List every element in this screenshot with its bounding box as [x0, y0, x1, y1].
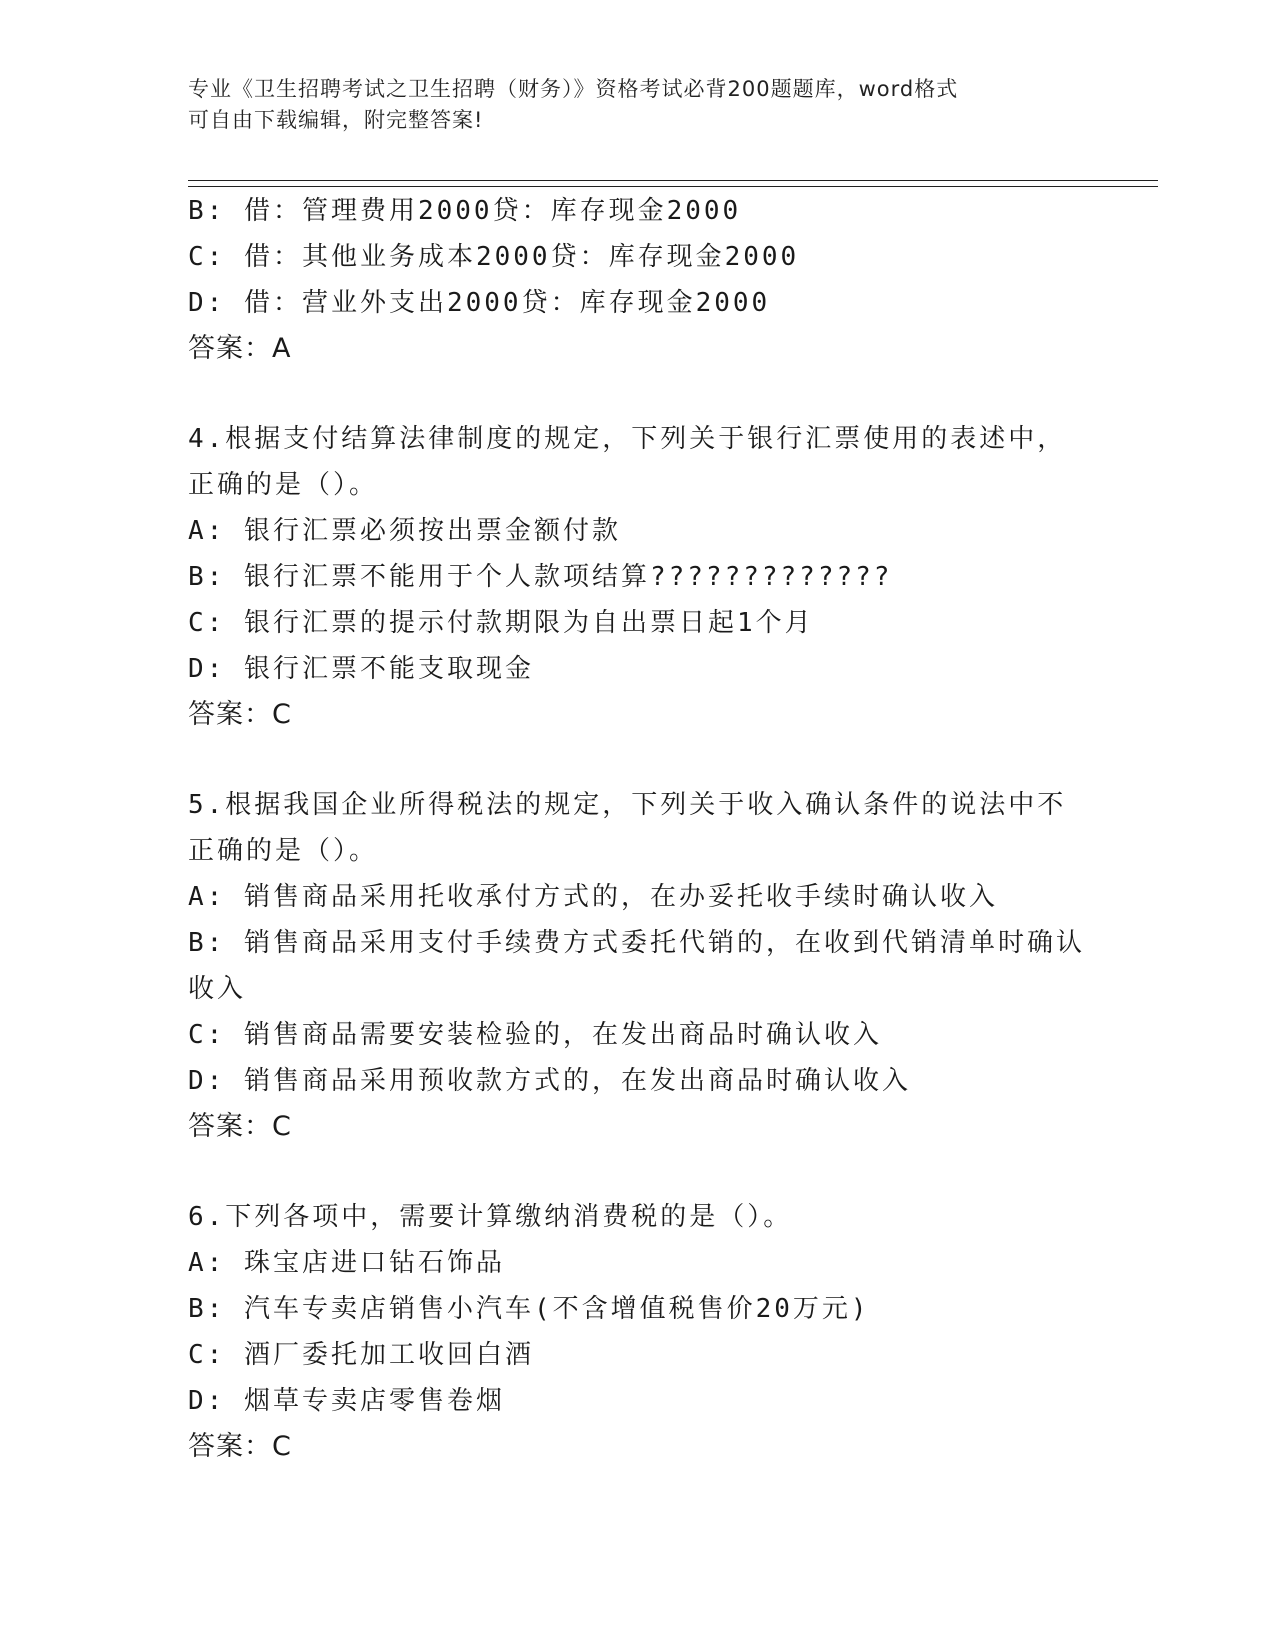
header-line-1: 专业《卫生招聘考试之卫生招聘（财务）》资格考试必背200题题库，word格式	[188, 77, 959, 101]
option-a: A: 银行汇票必须按出票金额付款	[188, 516, 621, 546]
header-divider-bottom	[188, 186, 1158, 187]
answer-line: 答案：C	[188, 1111, 292, 1142]
option-b: B: 借：管理费用2000贷：库存现金2000	[188, 196, 742, 226]
header-line-2: 可自由下载编辑，附完整答案!	[188, 108, 484, 132]
option-b-line-2: 收入	[188, 974, 247, 1004]
answer-line: 答案：C	[188, 1431, 292, 1462]
option-c: C: 借：其他业务成本2000贷：库存现金2000	[188, 242, 800, 272]
answer-line: 答案：C	[188, 699, 292, 730]
header-divider-top	[188, 180, 1158, 181]
option-d: D: 银行汇票不能支取现金	[188, 654, 534, 684]
question-stem-line-1: 5.根据我国企业所得税法的规定，下列关于收入确认条件的说法中不	[188, 790, 1067, 820]
option-b-line-1: B: 销售商品采用支付手续费方式委托代销的，在收到代销清单时确认	[188, 928, 1085, 958]
option-d: D: 销售商品采用预收款方式的，在发出商品时确认收入	[188, 1066, 911, 1096]
option-c: C: 银行汇票的提示付款期限为自出票日起1个月	[188, 608, 814, 638]
document-header	[188, 74, 1068, 136]
question-stem-line-2: 正确的是（）。	[188, 470, 379, 500]
option-d: D: 烟草专卖店零售卷烟	[188, 1386, 505, 1416]
spacer	[188, 372, 1088, 416]
answer-line: 答案：A	[188, 333, 292, 364]
question-stem-line-2: 正确的是（）。	[188, 836, 379, 866]
question-3-tail	[188, 188, 1088, 372]
option-b: B: 银行汇票不能用于个人款项结算?????????????	[188, 562, 893, 592]
option-c: C: 酒厂委托加工收回白酒	[188, 1340, 534, 1370]
question-6	[188, 1194, 1088, 1470]
spacer	[188, 1150, 1088, 1194]
option-c: C: 销售商品需要安装检验的，在发出商品时确认收入	[188, 1020, 882, 1050]
option-a: A: 销售商品采用托收承付方式的，在办妥托收手续时确认收入	[188, 882, 998, 912]
question-list	[188, 188, 1088, 1470]
option-a: A: 珠宝店进口钻石饰品	[188, 1248, 505, 1278]
question-stem-line-1: 6.下列各项中，需要计算缴纳消费税的是（）。	[188, 1202, 793, 1232]
option-d: D: 借：营业外支出2000贷：库存现金2000	[188, 288, 771, 318]
option-b: B: 汽车专卖店销售小汽车(不含增值税售价20万元)	[188, 1294, 870, 1324]
question-5	[188, 782, 1088, 1150]
spacer	[188, 738, 1088, 782]
question-4	[188, 416, 1088, 738]
question-stem-line-1: 4.根据支付结算法律制度的规定，下列关于银行汇票使用的表述中，	[188, 424, 1067, 454]
